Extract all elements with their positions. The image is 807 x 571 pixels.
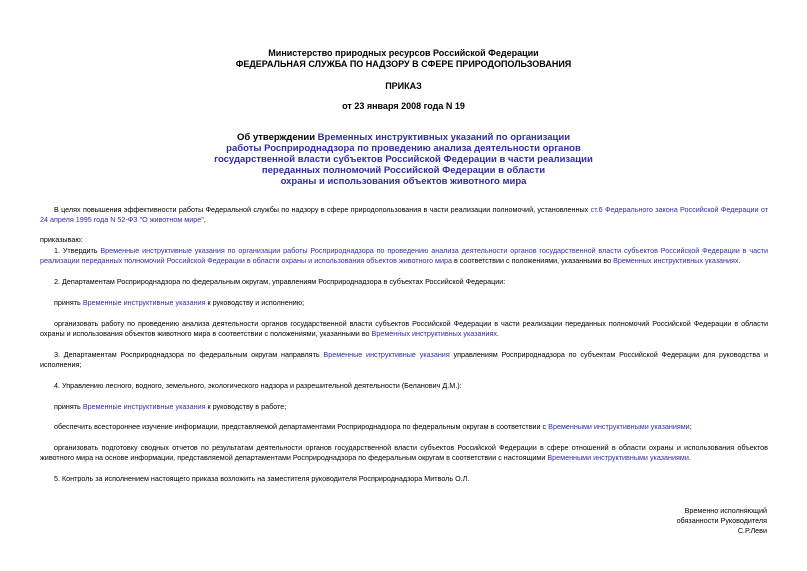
p4c-text: организовать подготовку сводных отчетов по результатам деятельности органов государственной власти субъектов Российской Федерации в сфере отношений в области охраны и использования объектов животного мира на основе информации, представляемой департаментами Росприроднадзора по федеральным округам в соответствии с настоящими <box>40 443 768 462</box>
paragraph-4a <box>40 402 768 412</box>
p4a-end: к руководству в работе; <box>205 402 287 411</box>
federal-law-link[interactable]: ст.6 Федерального закона Российской Федерации от 24 апреля 1995 года N 52-ФЗ "О животном мире" <box>40 205 768 224</box>
p3-text: 3. Департаментам Росприроднадзора по федеральным округам направлять <box>54 350 324 359</box>
document-date-number: от 23 января 2008 года N 19 <box>342 101 465 111</box>
p4b-text: обеспечить всестороннее изучение информации, представляемой департаментами Росприроднадзора по федеральным округам в соответствии с <box>54 422 549 431</box>
p2b-end: . <box>497 329 499 338</box>
p1-text-2: в соответствии с положениями, указанными во <box>451 256 614 265</box>
intro-text: В целях повышения эффективности работы Федеральной службы по надзору в сфере природопользования в части реализации полномочий, установленных <box>54 205 591 214</box>
p3-end: управлениям Росприроднадзора по субъектам Российской Федерации для руководства и исполнения; <box>40 350 768 369</box>
signature-line-2: обязанности Руководителя <box>676 516 767 525</box>
signature-name: С.Р.Леви <box>737 526 767 535</box>
paragraph-4c <box>40 443 768 463</box>
service-heading: ФЕДЕРАЛЬНАЯ СЛУЖБА ПО НАДЗОРУ В СФЕРЕ ПРИРОДОПОЛЬЗОВАНИЯ <box>235 59 572 69</box>
title-line-3[interactable]: государственной власти субъектов Российской Федерации в части реализации <box>214 154 593 165</box>
instructions-link-2[interactable]: Временных инструктивных указаниях <box>613 256 739 265</box>
title-prefix: Об утверждении <box>236 132 318 143</box>
paragraph-2b <box>40 319 768 339</box>
title-line-2[interactable]: работы Росприроднадзора по проведению анализа деятельности органов <box>226 143 581 154</box>
paragraph-2a <box>40 298 768 308</box>
instructions-link-5[interactable]: Временные инструктивные указания <box>323 350 450 359</box>
instructions-link-3[interactable]: Временные инструктивные указания <box>82 298 206 307</box>
prikazyvayu-text: приказываю: <box>40 235 83 244</box>
paragraph-1 <box>40 246 768 266</box>
signature-block <box>567 506 767 536</box>
p2a-end: к руководству и исполнению; <box>205 298 305 307</box>
p1-text: 1. Утвердить <box>54 246 101 255</box>
paragraph-2: 2. Департаментам Росприроднадзора по федеральным округам, управлениям Росприроднадзора в субъектах Российской Федерации: <box>54 277 506 286</box>
ministry-heading: Министерство природных ресурсов Российской Федерации <box>268 48 539 58</box>
p4b-end: ; <box>689 422 692 431</box>
instructions-link-1[interactable]: Временные инструктивные указания по организации работы Росприроднадзора по проведению анализа деятельности органов государственной власти субъектов Российской Федерации в части реализации переданных полномочий Российской Федерации в области охраны и использования объектов животного мира <box>40 246 768 265</box>
paragraph-3 <box>40 350 768 370</box>
instructions-link-4[interactable]: Временных инструктивных указаниях <box>371 329 497 338</box>
instructions-link-8[interactable]: Временными инструктивными указаниями <box>547 453 689 462</box>
document-title <box>0 132 807 187</box>
p1-text-3: . <box>738 256 741 265</box>
paragraph-4: 4. Управлению лесного, водного, земельного, экологического надзора и разрешительной деятельности (Беланович Д.М.): <box>54 381 462 390</box>
instructions-link-7[interactable]: Временными инструктивными указаниями <box>548 422 690 431</box>
title-line-1 <box>0 132 807 143</box>
intro-end: , <box>203 215 206 224</box>
signature-line-1: Временно исполняющий <box>684 506 767 515</box>
p2b-text: организовать работу по проведению анализа деятельности органов государственной власти субъектов Российской Федерации в части реализации переданных полномочий Российской Федерации в области охраны и использования объектов животного мира в соответствии с положениями, указанными во <box>40 319 768 338</box>
p2a-text: принять <box>54 298 83 307</box>
intro-paragraph <box>40 205 768 225</box>
paragraph-4b <box>40 422 768 432</box>
p4c-end: . <box>688 453 691 462</box>
document-type: ПРИКАЗ <box>385 81 422 91</box>
title-line-4[interactable]: переданных полномочий Российской Федерации в области <box>261 165 546 176</box>
instructions-link-6[interactable]: Временные инструктивные указания <box>82 402 206 411</box>
title-line-5[interactable]: охраны и использования объектов животного мира <box>280 176 527 187</box>
paragraph-5: 5. Контроль за исполнением настоящего приказа возложить на заместителя руководителя Росприроднадзора Митволь О.Л. <box>54 474 470 483</box>
title-link[interactable]: Временных инструктивных указаний по организации <box>317 132 571 143</box>
p4a-text: принять <box>54 402 83 411</box>
